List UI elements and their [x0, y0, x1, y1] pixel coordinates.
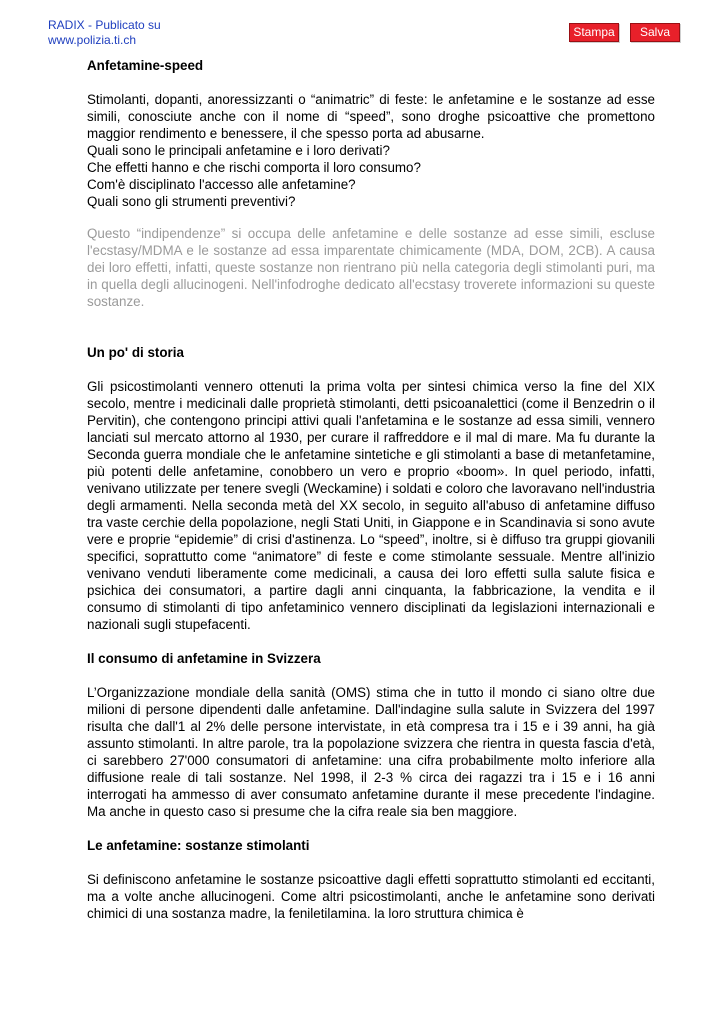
source-website-link[interactable]: www.polizia.ti.ch — [48, 33, 137, 47]
section-heading-stimulants: Le anfetamine: sostanze stimolanti — [87, 838, 310, 853]
question-list — [87, 142, 655, 210]
save-button[interactable]: Salva — [630, 23, 680, 42]
section-heading-consumption: Il consumo di anfetamine in Svizzera — [87, 651, 321, 666]
question-item: Che effetti hanno e che rischi comporta il loro consumo? — [87, 160, 421, 175]
source-info — [48, 18, 161, 48]
section-body-stimulants: Si definiscono anfetamine le sostanze psicoattive dagli effetti soprattutto stimolanti ed eccitanti, ma a volte anche allucinogeni. Come altri psicostimolanti, anche le anfetamine sono derivati chimici di una sostanza madre, la feniletilamina. la loro struttura chimica è — [87, 872, 655, 921]
question-item: Quali sono le principali anfetamine e i loro derivati? — [87, 143, 390, 158]
article-title: Anfetamine-speed — [87, 58, 204, 73]
article-body — [87, 57, 655, 922]
intro-paragraph: Stimolanti, dopanti, anoressizzanti o “animatric” di feste: le anfetamine e le sostanze ad esse simili, conosciute anche con il nome di “speed”, sono droghe psicoattive che promettono maggior rendimento e benessere, il che spesso porta ad abusarne. — [87, 92, 655, 141]
section-heading-history: Un po' di storia — [87, 345, 184, 360]
section-body-history: Gli psicostimolanti vennero ottenuti la prima volta per sintesi chimica verso la fine del XIX secolo, mentre i medicinali dalle proprietà stimolanti, detti psicoanalettici (come il Benzedrin o il Pervitin), che contengono principi attivi quali l'anfetamina e le sostanze ad essa simili, vennero lanciati sul mercato attorno al 1930, per curare il raffreddore e il mal di mare. Ma fu durante la Seconda guerra mondiale che le anfetamine sintetiche e gli stimolanti a base di metanfetamine, più potenti delle anfetamine, conobbero un vero e proprio «boom». In quel periodo, infatti, venivano utilizzate per tenere svegli (Weckamine) i soldati e coloro che lavoravano nell'industria degli armamenti. Nella seconda metà del XX secolo, in seguito all'abuso di anfetamine diffuso tra vaste cerchie della popolazione, negli Stati Uniti, in Giappone e in Scandinavia si sono avute vere e proprie “epidemie” di crisi d'astinenza. Lo “speed”, inoltre, si è diffuso tra gruppi giovanili specifici, soprattutto come “animatore” di feste e come stimolante sessuale. Mentre all'inizio venivano venduti liberamente come medicinali, a causa dei loro effetti sulla salute fisica e psichica dei consumatori, a partire dagli anni cinquanta, la fabbricazione, la vendita e il consumo di stimolanti di tipo anfetaminico vennero disciplinati da legislazioni internazionali e nazionali sugli stupefacenti. — [87, 379, 655, 632]
source-publisher[interactable]: RADIX - Publicato su — [48, 18, 161, 32]
print-button[interactable]: Stampa — [569, 23, 619, 42]
section-body-consumption: L’Organizzazione mondiale della sanità (OMS) stima che in tutto il mondo ci siano oltre due milioni di persone dipendenti dalle anfetamine. Dall'indagine sulla salute in Svizzera del 1997 risulta che dall'1 al 2% delle persone intervistate, in età compresa tra i 15 e i 39 anni, ha già assunto stimolanti. In altre parole, tra la popolazione svizzera che rientra in questa fascia d'età, ci sarebbero 27'000 consumatori di anfetamine: una cifra probabilmente molto inferiore alla diffusione reale di tali sostanze. Nel 1998, il 2-3 % circa dei ragazzi tra i 15 e i 16 anni interrogati ha ammesso di aver consumato anfetamine durante il mese precedente l'indagine. Ma anche in questo caso si presume che la cifra reale sia ben maggiore. — [87, 685, 655, 819]
question-item: Quali sono gli strumenti preventivi? — [87, 194, 296, 209]
question-item: Com'è disciplinato l'accesso alle anfetamine? — [87, 177, 356, 192]
note-paragraph: Questo “indipendenze” si occupa delle anfetamine e delle sostanze ad esse simili, escluse l'ecstasy/MDMA e le sostanze ad essa imparentate chimicamente (MDA, DOM, 2CB). A causa dei loro effetti, infatti, queste sostanze non rientrano più nella categoria degli stimolanti puri, ma in quella degli allucinogeni. Nell'infodroghe dedicato all'ecstasy troverete informazioni su queste sostanze. — [87, 226, 655, 309]
